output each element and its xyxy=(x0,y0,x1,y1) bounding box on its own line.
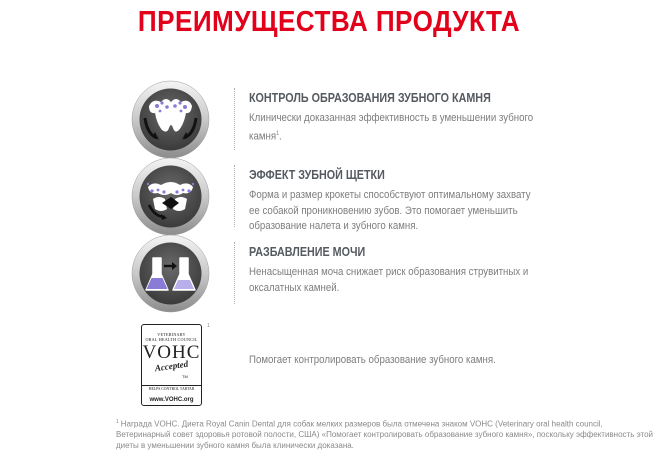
vohc-logo-line2: ORAL HEALTH COUNCIL xyxy=(145,337,198,342)
vohc-logo-mark: VOHC xyxy=(142,342,201,363)
vohc-logo-helps: HELPS CONTROL TARTAR xyxy=(142,385,201,391)
footnote-text: Награда VOHC. Диета Royal Canin Dental для собак мелких размеров была отмечена знаком VOHC (Veterinary oral health council, Ветеринарный совет здоровья ротовой полости, США) «Помогает контролировать образование зубного камня», поскольку эффективность этой диеты в уменьшении зубного камня была клинически доказана. xyxy=(116,419,653,450)
vohc-logo-url: www.VOHC.org xyxy=(149,397,194,403)
benefit-description: Клинически доказанная эффективность в уменьшении зубного камня$^1$. xyxy=(249,112,534,143)
vohc-logo-line1: VETERINARY xyxy=(157,332,186,337)
vohc-logo-tm: TM xyxy=(182,374,188,379)
benefit-title: ЭФФЕКТ ЗУБНОЙ ЩЕТКИ xyxy=(249,168,385,182)
footnote-reference: 1 xyxy=(207,323,210,329)
vohc-logo-accepted: Accepted xyxy=(154,358,189,374)
benefit-description: Форма и размер крокеты способствуют оптимальному захвату ее собакой проникновению зубов. Это помогает уменьшить образование налета и зубного камня. xyxy=(249,189,531,232)
benefit-title: РАЗБАВЛЕНИЕ МОЧИ xyxy=(249,245,366,259)
tartar-control-icon xyxy=(131,80,210,159)
benefit-title: КОНТРОЛЬ ОБРАЗОВАНИЯ ЗУБНОГО КАМНЯ xyxy=(249,91,491,105)
vohc-description: Помогает контролировать образование зубного камня. xyxy=(249,354,496,366)
divider xyxy=(234,165,236,227)
footnote xyxy=(116,417,656,451)
vohc-logo xyxy=(141,324,202,406)
footnote-mark: 1 xyxy=(116,419,119,425)
toothbrush-effect-icon xyxy=(131,157,210,236)
footnote-reference: 1 xyxy=(276,130,280,137)
page-title: ПРЕИМУЩЕСТВА ПРОДУКТА xyxy=(137,6,521,38)
divider xyxy=(234,88,236,150)
divider xyxy=(234,242,236,304)
benefit-description: Ненасыщенная моча снижает риск образования струвитных и оксалатных камней. xyxy=(249,266,529,294)
urine-dilution-icon xyxy=(131,234,210,313)
